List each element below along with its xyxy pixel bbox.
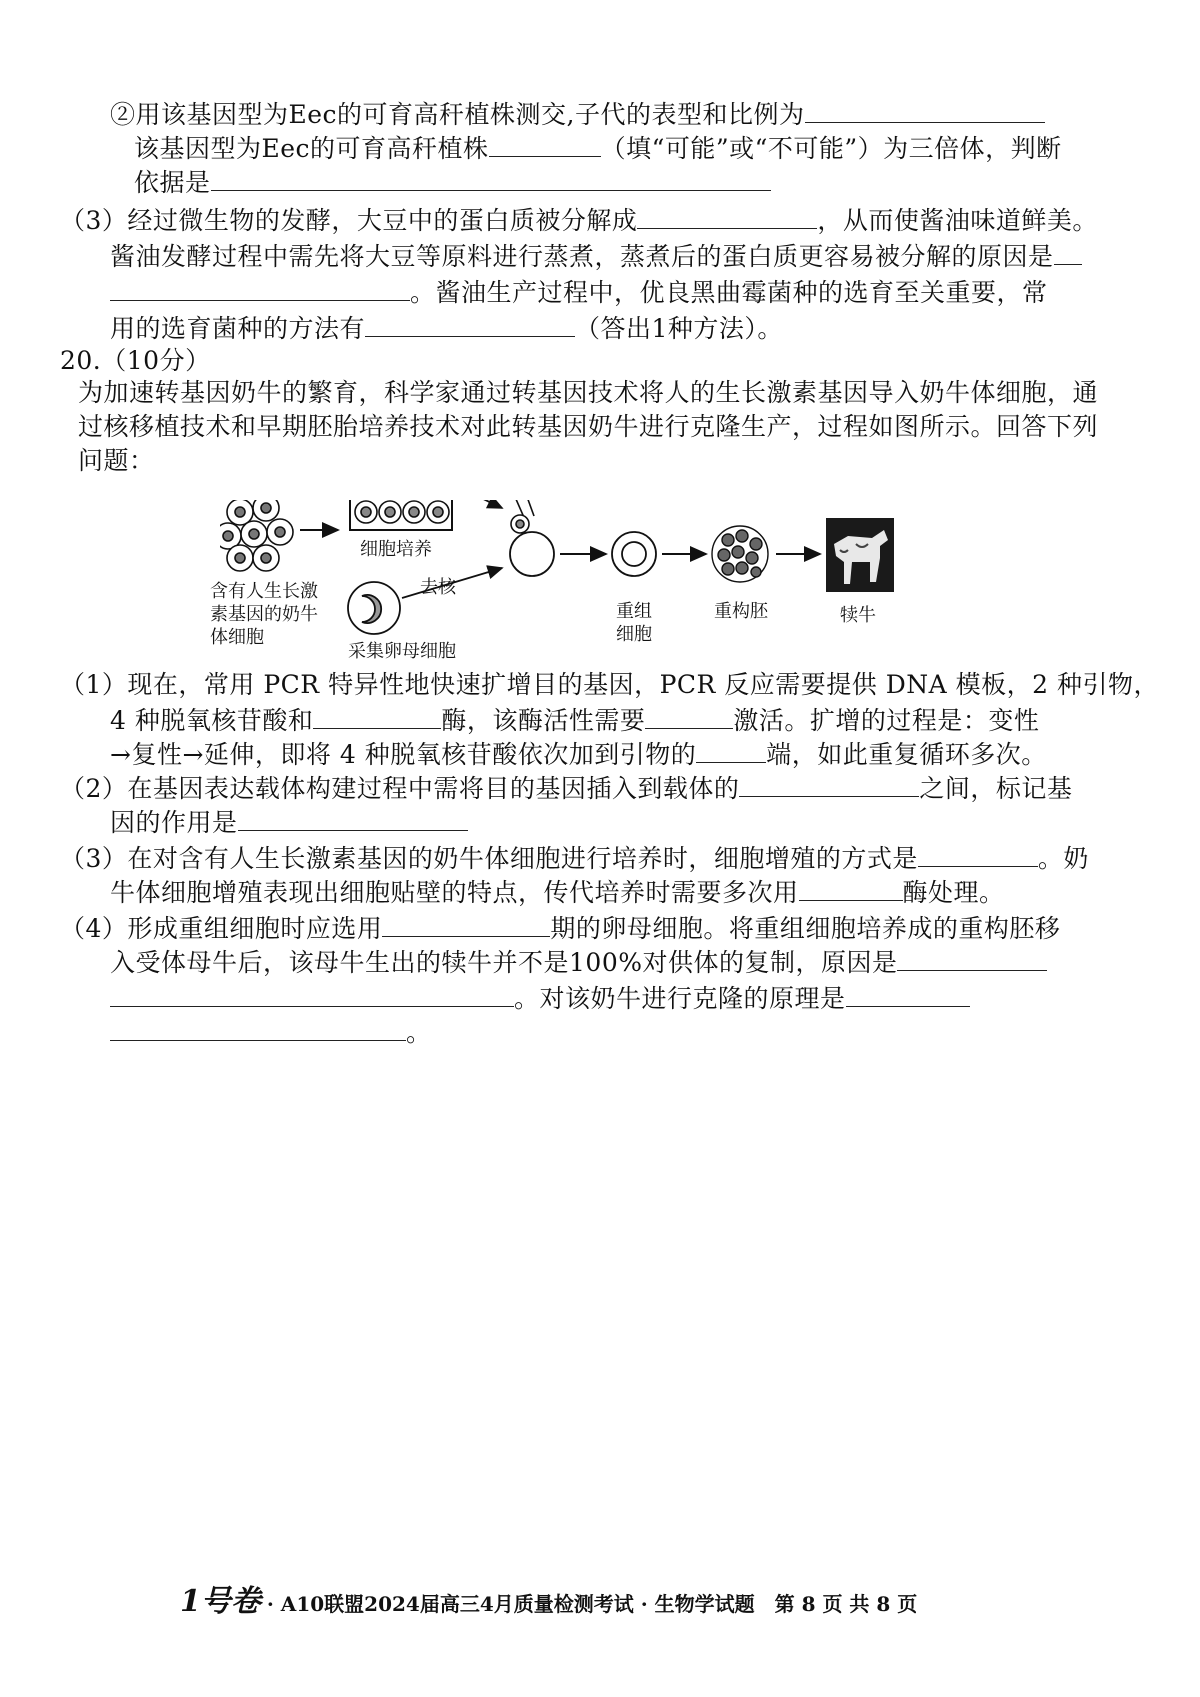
- q20-part4-line4: [110, 1016, 432, 1050]
- q20-part2-text: 因的作用是: [110, 808, 238, 837]
- answer-blank[interactable]: [637, 204, 817, 229]
- q20-part4-line3: [110, 982, 970, 1016]
- q20-intro-line3: 问题：: [78, 446, 155, 475]
- q20-part4-text: 入受体母牛后，该母牛生出的犊牛并不是100%对供体的复制，原因是: [110, 948, 898, 977]
- q20-part4-line1: [60, 912, 1060, 946]
- q19-part3-line2: [110, 240, 1082, 274]
- q20-intro-line1: 为加速转基因奶牛的繁育，科学家通过转基因技术将人的生长激素基因导入奶牛体细胞，通: [78, 378, 1099, 407]
- answer-blank[interactable]: [110, 1016, 406, 1041]
- q20-part4-text: 。: [406, 1018, 432, 1047]
- q20-part3-text: （3）在对含有人生长激素基因的奶牛体细胞进行培养时，细胞增殖的方式是: [60, 844, 918, 873]
- footer-text: · A10联盟2024届高三4月质量检测考试 · 生物学试题 第 8 页 共 8 页: [266, 1592, 918, 1616]
- answer-blank[interactable]: [897, 946, 1047, 971]
- calf-photo: [826, 518, 894, 592]
- q20-part3-text: 牛体细胞增殖表现出细胞贴壁的特点，传代培养时需要多次用: [110, 878, 799, 907]
- label-cell-culture: 细胞培养: [360, 539, 432, 560]
- q20-part1-text: →复性→延伸，即将 4 种脱氧核苷酸依次加到引物的: [110, 740, 697, 769]
- label-oocyte: 采集卵母细胞: [348, 641, 456, 662]
- q19-part2-line1: [110, 98, 1045, 132]
- answer-blank[interactable]: [805, 98, 1045, 123]
- q19-part3-text: 。酱油生产过程中，优良黑曲霉菌种的选育至关重要，常: [410, 278, 1048, 307]
- answer-blank[interactable]: [739, 772, 919, 797]
- label-enucleate: 去核: [420, 577, 456, 598]
- recombinant-cell: [612, 532, 656, 576]
- label-somatic-2: 素基因的奶牛: [210, 604, 318, 625]
- q19-part3-text: ，从而使酱油味道鲜美。: [817, 206, 1098, 235]
- answer-blank[interactable]: [799, 876, 903, 901]
- q20-part3-line2: [110, 876, 1005, 910]
- q20-header: 20.（10分）: [60, 346, 211, 375]
- culture-dish: [350, 500, 452, 530]
- answer-blank[interactable]: [238, 806, 468, 831]
- collected-oocyte: [348, 582, 400, 634]
- answer-blank[interactable]: [365, 312, 575, 337]
- q20-intro-line2: 过核移植技术和早期胚胎培养技术对此转基因奶牛进行克隆生产，过程如图所示。回答下列: [78, 412, 1099, 441]
- q19-part2-line2: [134, 132, 1062, 166]
- answer-blank[interactable]: [382, 912, 550, 937]
- q19-part3-text: （答出1种方法）。: [575, 314, 783, 343]
- q20-part3-text: 。奶: [1037, 844, 1089, 873]
- label-recombinant-1: 重组: [616, 601, 652, 622]
- label-embryo: 重构胚: [714, 601, 768, 622]
- q19-part2-text: 该基因型为Eec的可育高秆植株: [134, 134, 489, 163]
- q20-part3-line1: [60, 842, 1089, 876]
- q20-part1-text: 激活。扩增的过程是：变性: [733, 706, 1040, 735]
- answer-blank[interactable]: [1054, 240, 1082, 265]
- q19-part2-text: （填“可能”或“不可能”）为三倍体，判断: [600, 134, 1062, 163]
- q20-part1-line1: （1）现在，常用 PCR 特异性地快速扩增目的基因，PCR 反应需要提供 DNA 模板，2 种引物，: [60, 670, 1160, 699]
- label-somatic-3: 体细胞: [210, 627, 264, 648]
- label-somatic-1: 含有人生长激: [210, 581, 318, 602]
- q20-part1-text: 4 种脱氧核苷酸和: [110, 706, 314, 735]
- q19-part2-line3: [134, 166, 771, 200]
- enucleated-oocyte: [510, 532, 554, 576]
- q20-part1-line2: [110, 704, 1039, 738]
- q19-part3-line3: [110, 276, 1048, 310]
- q20-part1-text: 端，如此重复循环多次。: [766, 740, 1047, 769]
- answer-blank[interactable]: [489, 132, 601, 157]
- q20-part2-text: 之间，标记基: [919, 774, 1073, 803]
- q20-part4-text: 期的卵母细胞。将重组细胞培养成的重构胚移: [550, 914, 1061, 943]
- publisher-logo: 1号卷: [180, 1584, 261, 1619]
- q20-part2-line2: [110, 806, 468, 840]
- answer-blank[interactable]: [110, 276, 410, 301]
- answer-blank[interactable]: [696, 738, 766, 763]
- q19-part3-line1: [60, 204, 1098, 238]
- label-calf: 犊牛: [840, 605, 876, 626]
- q19-part3-text: 酱油发酵过程中需先将大豆等原料进行蒸煮，蒸煮后的蛋白质更容易被分解的原因是: [110, 242, 1054, 271]
- q20-part1-line3: [110, 738, 1047, 772]
- q19-part2-text: 依据是: [134, 168, 211, 197]
- answer-blank[interactable]: [313, 704, 441, 729]
- q20-part2-text: （2）在基因表达载体构建过程中需将目的基因插入到载体的: [60, 774, 740, 803]
- q20-part1-text: 酶，该酶活性需要: [441, 706, 646, 735]
- answer-blank[interactable]: [918, 842, 1038, 867]
- answer-blank[interactable]: [110, 982, 514, 1007]
- q19-part3-text: （3）经过微生物的发酵，大豆中的蛋白质被分解成: [60, 206, 638, 235]
- label-recombinant-2: 细胞: [616, 624, 652, 645]
- answer-blank[interactable]: [211, 166, 771, 191]
- page-footer: [180, 1584, 918, 1619]
- q20-part2-line1: [60, 772, 1072, 806]
- q20-part3-text: 酶处理。: [902, 878, 1005, 907]
- q19-part3-line4: [110, 312, 783, 346]
- q20-part4-line2: [110, 946, 1047, 980]
- q19-part2-text: ②用该基因型为Eec的可育高秆植株测交,子代的表型和比例为: [110, 100, 805, 129]
- q20-part4-text: （4）形成重组细胞时应选用: [60, 914, 383, 943]
- answer-blank[interactable]: [846, 982, 970, 1007]
- q19-part3-text: 用的选育菌种的方法有: [110, 314, 366, 343]
- reconstructed-embryo: [712, 526, 768, 582]
- answer-blank[interactable]: [645, 704, 733, 729]
- somatic-cell-cluster: [220, 500, 293, 571]
- micropipette: [511, 500, 534, 533]
- q20-part4-text: 。对该奶牛进行克隆的原理是: [514, 984, 846, 1013]
